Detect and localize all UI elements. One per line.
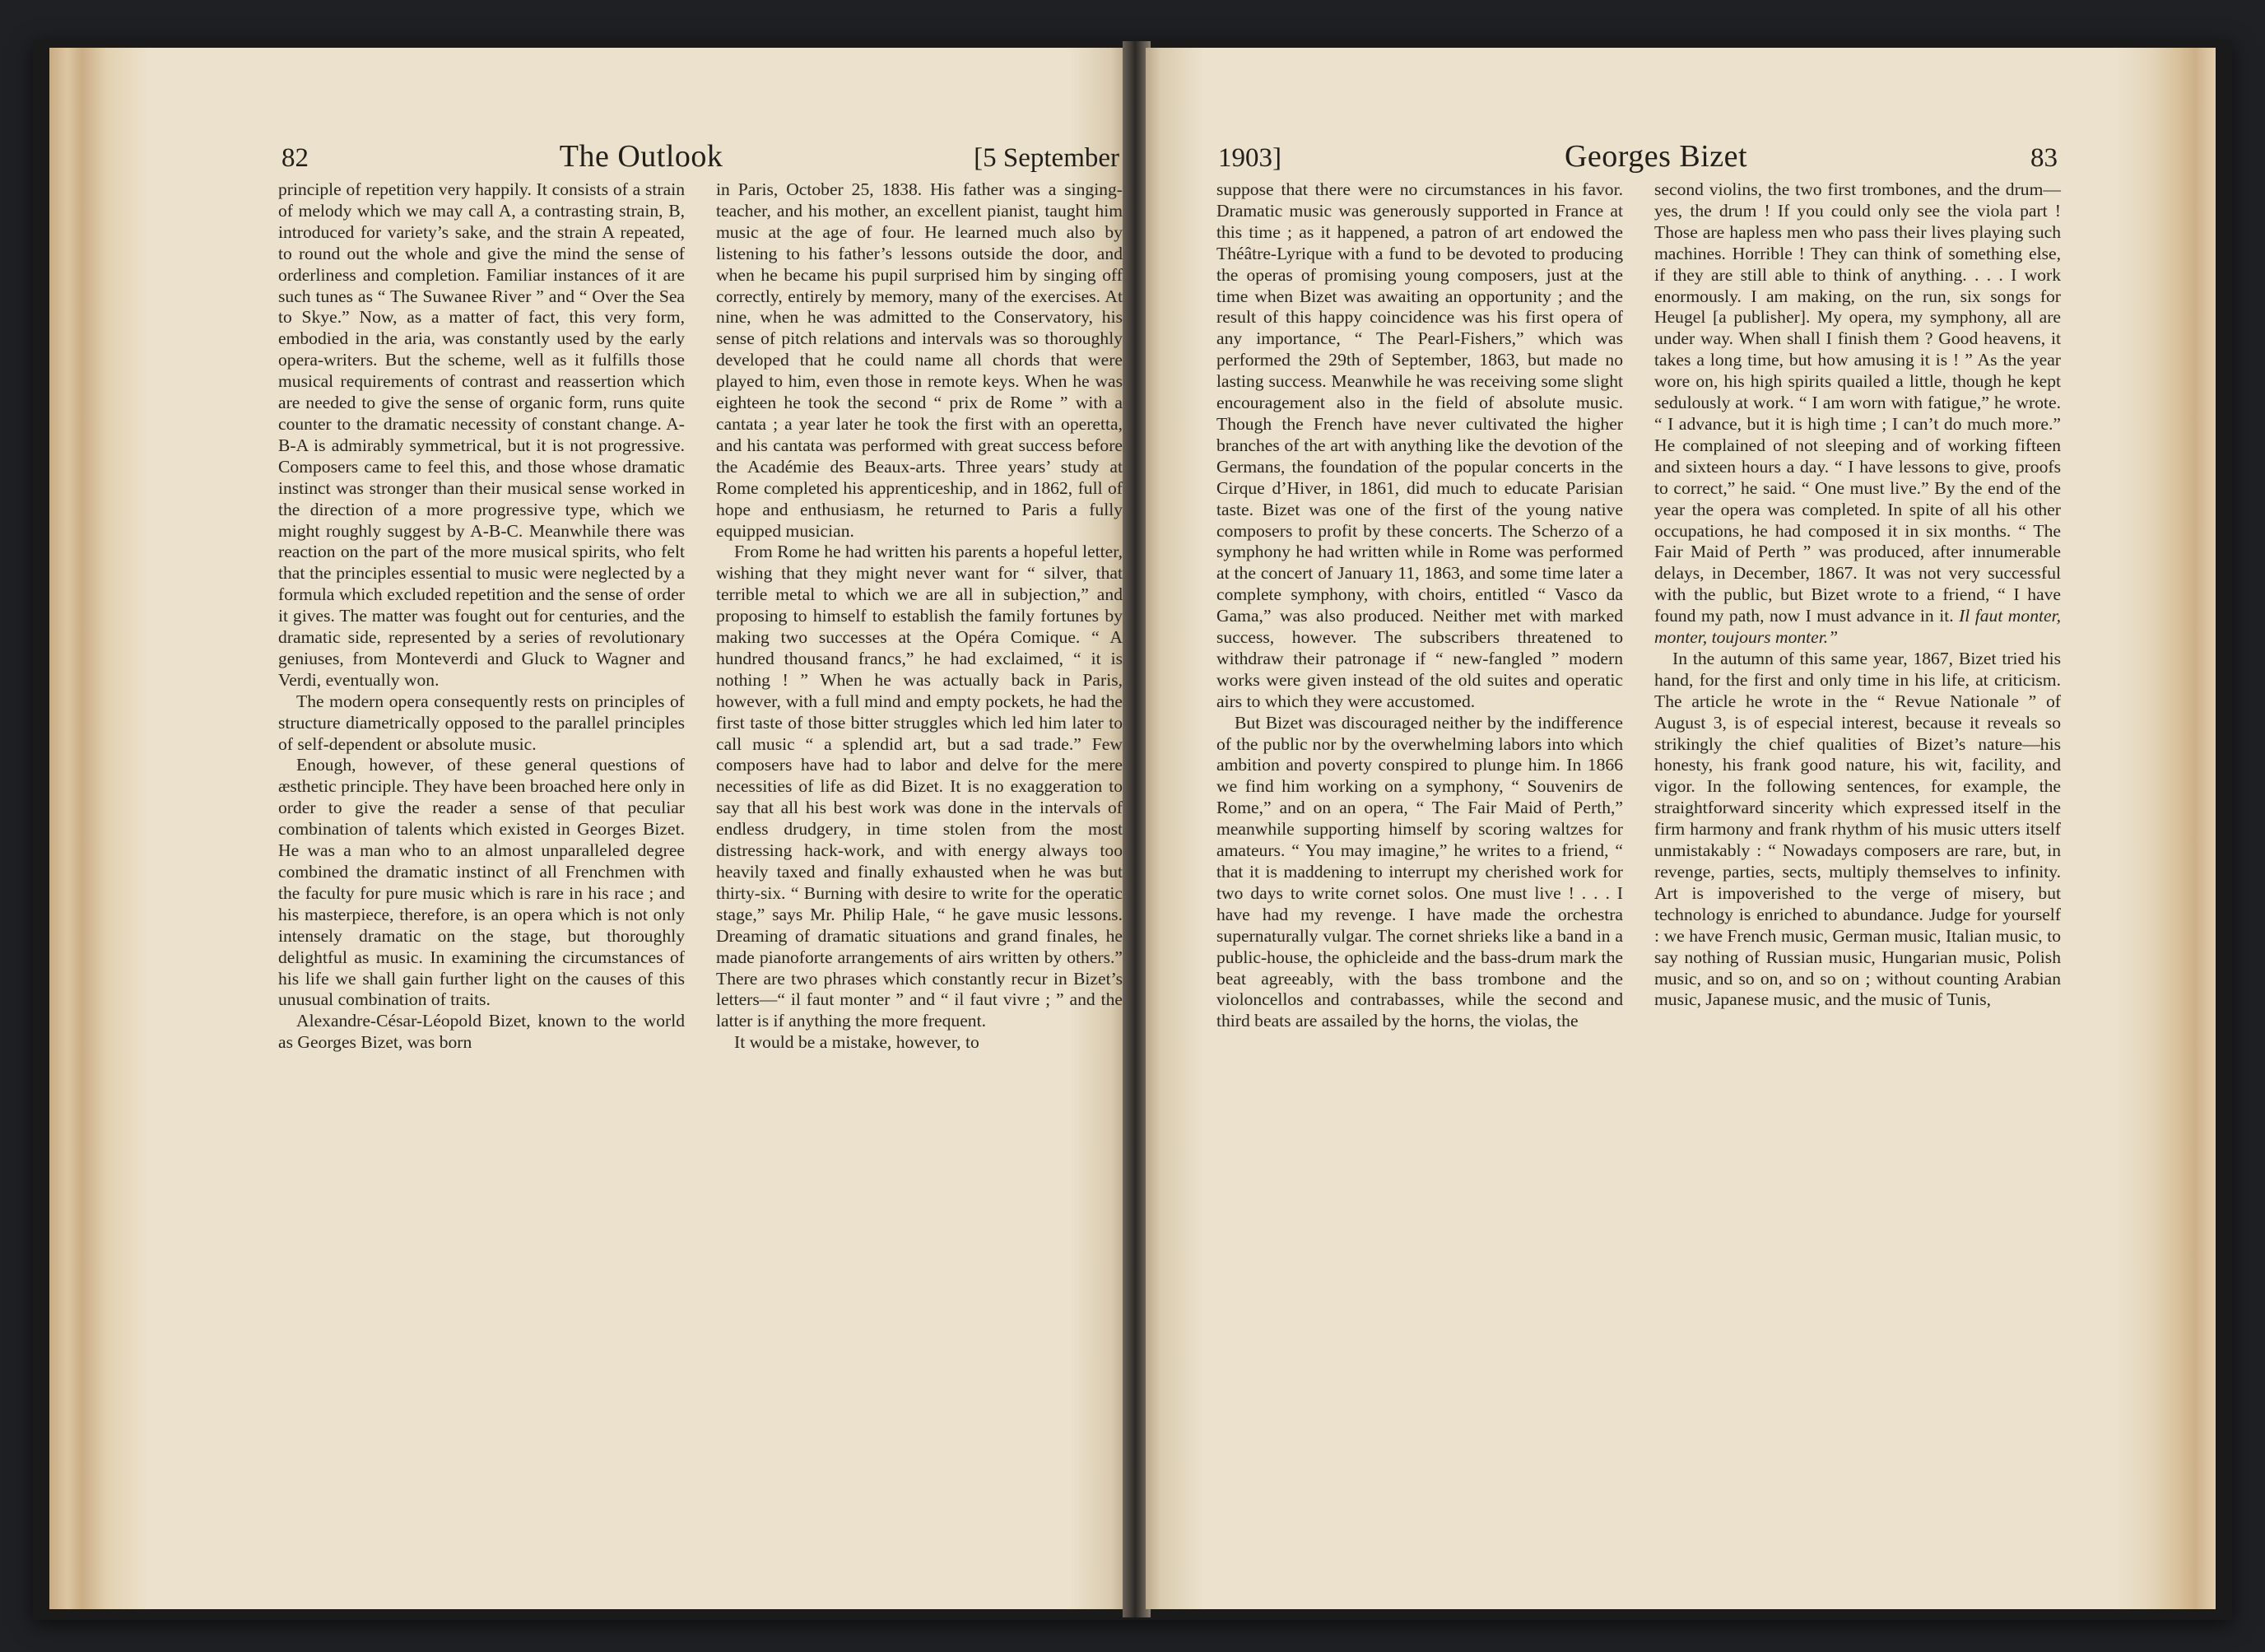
right-running-title: Georges Bizet (1564, 139, 1748, 174)
paragraph: In the autumn of this same year, 1867, Bizet tried his hand, for the first and only time in his life, at criticism. The article he wrote in the “ Revue Nationale ” of August 3, is of especial interest, because it reveals so strikingly the chief qualities of Bizet’s nature—his honesty, his frank good nature, his wit, facility, and vigor. In the following sentences, for example, the straightforward sincerity which expressed itself in the firm harmony and frank rhythm of his music utters itself unmistakably : “ Nowadays composers are rare, but, in revenge, parties, sects, multiply themselves to infinity. Art is impoverished to the verge of misery, but technology is enriched to abundance. Judge for yourself : we have French music, German music, Italian music, to say nothing of Russian music, Hungarian music, Polish music, and so on, and so on ; without counting Arabian music, Japanese music, and the music of Tunis, (1654, 648, 2061, 1010)
left-page-number: 82 (281, 143, 309, 173)
paragraph: But Bizet was discouraged neither by the indifference of the public nor by the overwhelming labors into which ambition and poverty conspired to plunge him. In 1866 we find him working on a symphony, “ Souvenirs de Rome,” and on an opera, “ The Fair Maid of Perth,” meanwhile supporting himself by scoring waltzes for amateurs. “ You may imagine,” he writes to a friend, “ that it is maddening to interrupt my cherished work for two days to write cornet solos. One must live ! . . . I have had my revenge. I have made the orchestra supernaturally vulgar. The cornet shrieks like a band in a public-house, the ophicleide and the bass-drum mark the beat agreeably, with the bass trombone and the violoncellos and contrabasses, while the second and third beats are assailed by the horns, the violas, the (1216, 712, 1623, 1031)
paragraph: in Paris, October 25, 1838. His father was a singing-teacher, and his mother, an excellent pianist, taught him music at the age of four. He learned much also by listening to his father’s lessons outside the door, and when he became his pupil surprised him by singing off correctly, entirely by memory, many of the exercises. At nine, when he was admitted to the Conservatory, his sense of pitch relations and intervals was so thoroughly developed that he could name all chords that were played to him, even those in remote keys. When he was eighteen he took the second “ prix de Rome ” with a cantata ; a year later he took the first with an operetta, and his cantata was performed with great success before the Académie des Beaux-arts. Three years’ study at Rome completed his apprenticeship, and in 1862, full of hope and enthusiasm, he returned to Paris a fully equipped musician. (716, 179, 1123, 541)
paragraph: It would be a mistake, however, to (734, 1032, 979, 1053)
left-column-2 (716, 179, 1123, 1054)
italic-quote: Il faut monter, monter, toujours monter.” (1654, 606, 2061, 648)
paragraph: principle of repetition very happily. It consists of a strain of melody which we may call A, a contrasting strain, B, introduced for variety’s sake, and the strain A repeated, to round out the whole and give the mind the sense of orderliness and completion. Familiar instances of it are such tunes as “ The Suwanee River ” and “ Over the Sea to Skye.” Now, as a matter of fact, this very form, embodied in the aria, was constantly used by the early opera-writers. But the scheme, well as it fulfills those musical requirements of contrast and reassertion which are needed to give the sense of organic form, runs quite counter to the dramatic necessity of constant change. A-B-A is admirably symmetrical, but it is not progressive. Composers came to feel this, and those whose dramatic instinct was stronger than their musical sense worked in the direction of a more progressive type, which we might roughly suggest by A-B-C. Meanwhile there was reaction on the part of the more musical spirits, who felt that the principles essential to music were neglected by a formula which excluded repetition and the sense of order it gives. The matter was fought out for centuries, and the dramatic side, represented by a series of revolutionary geniuses, from Monteverdi and Gluck to Wagner and Verdi, eventually won. (278, 179, 685, 690)
paragraph: suppose that there were no circumstances in his favor. Dramatic music was generously supported in France at this time ; as it happened, a patron of art endowed the Théâtre-Lyrique with a fund to be devoted to producing the operas of promising young composers, just at the time when Bizet was awaiting an opportunity ; and the result of this happy coincidence was his first opera of any importance, “ The Pearl-Fishers,” which was performed the 29th of September, 1863, but made no lasting success. Meanwhile he was receiving some slight encouragement also in the field of absolute music. Though the French have never cultivated the higher branches of the art with anything like the devotion of the Germans, the foundation of the popular concerts in the Cirque d’Hiver, in 1861, did much to educate Parisian taste. Bizet was one of the first of the young native composers to profit by these concerts. The Scherzo of a symphony he had written while in Rome was performed at the concert of January 11, 1863, and some time later a complete symphony, with choirs, entitled “ Vasco da Gama,” was also produced. Neither met with marked success, however. The subscribers threatened to withdraw their patronage if “ new-fangled ” modern works were given instead of the old suites and operatic airs to which they were accustomed. (1216, 179, 1623, 711)
right-page (1146, 48, 2216, 1609)
paragraph: Enough, however, of these general questions of æsthetic principle. They have been broached here only in order to give the reader a sense of that peculiar combination of talents which existed in Georges Bizet. He was a man who to an almost unparalleled degree combined the dramatic instinct of all Frenchmen with the faculty for pure music which is rare in his race ; and his masterpiece, therefore, is an opera which is not only intensely dramatic on the stage, but thoroughly delightful as music. In examining the circumstances of his life we shall gain further light on the causes of this unusual combination of traits. (278, 755, 685, 1010)
left-running-title: The Outlook (559, 139, 723, 174)
left-issue-date: [5 September (974, 143, 1119, 173)
paragraph (1654, 179, 2061, 649)
left-text-columns (278, 179, 1123, 1054)
right-column-2 (1654, 179, 2061, 1032)
paragraph: From Rome he had written his parents a hopeful letter, wishing that they might never want for “ silver, that terrible metal to which we are all in subjection,” and proposing to himself to establish the family fortunes by making two successes at the Opéra Comique. “ A hundred thousand francs,” he had exclaimed, “ it is nothing ! ” When he was actually back in Paris, however, with a full mind and empty pockets, he had the first taste of those bitter struggles which led him later to call music “ a splendid art, but a sad trade.” Few composers have had to labor and delve for the mere necessities of life as did Bizet. It is no exaggeration to say that all his best work was done in the intervals of endless drudgery, in time stolen from the most distressing hack-work, and with energy always too heavily taxed and finally exhausted when he was but thirty-six. “ Burning with desire to write for the operatic stage,” says Mr. Philip Hale, “ he gave music lessons. Dreaming of dramatic situations and grand finales, he made pianoforte arrangements of airs written by others.” There are two phrases which constantly recur in Bizet’s letters—“ il faut monter ” and “ il faut vivre ; ” and the latter is if anything the more frequent. (716, 542, 1123, 1031)
paragraph: Alexandre-César-Léopold Bizet, known to the world as Georges Bizet, was born (278, 1011, 685, 1053)
left-column-1 (278, 179, 685, 1054)
right-text-columns (1216, 179, 2064, 1032)
right-page-number: 83 (2030, 143, 2058, 173)
right-issue-year: 1903] (1218, 143, 1281, 173)
paragraph-text: second violins, the two first trombones, and the drum—yes, the drum ! If you could only see the viola part ! Those are hapless men who pass their lives playing such machines. Horrible ! They can think of something else, if they are still able to think of anything. . . . I work enormously. I am making, on the run, six songs for Heugel [a publisher]. My opera, my symphony, all are under way. When shall I finish them ? Good heavens, it takes a long time, but how amusing it is ! ” As the year wore on, his high spirits quailed a little, though he kept sedulously at work. “ I am worn with fatigue,” he wrote. “ I advance, but it is high time ; I can’t do much more.” He complained of not sleeping and of working fifteen and sixteen hours a day. “ I have lessons to give, proofs to correct,” he said. “ One must live.” By the end of the year the opera was completed. In spite of all his other occupations, he had composed it in six months. “ The Fair Maid of Perth ” was produced, after innumerable delays, in December, 1867. It was not very successful with the public, but Bizet wrote to a friend, “ I have found my path, now I must advance in it. (1654, 179, 2061, 626)
paragraph: The modern opera consequently rests on principles of structure diametrically opposed to the parallel principles of self-dependent or absolute music. (278, 691, 685, 754)
left-page (49, 48, 1128, 1609)
right-column-1 (1216, 179, 1623, 1032)
